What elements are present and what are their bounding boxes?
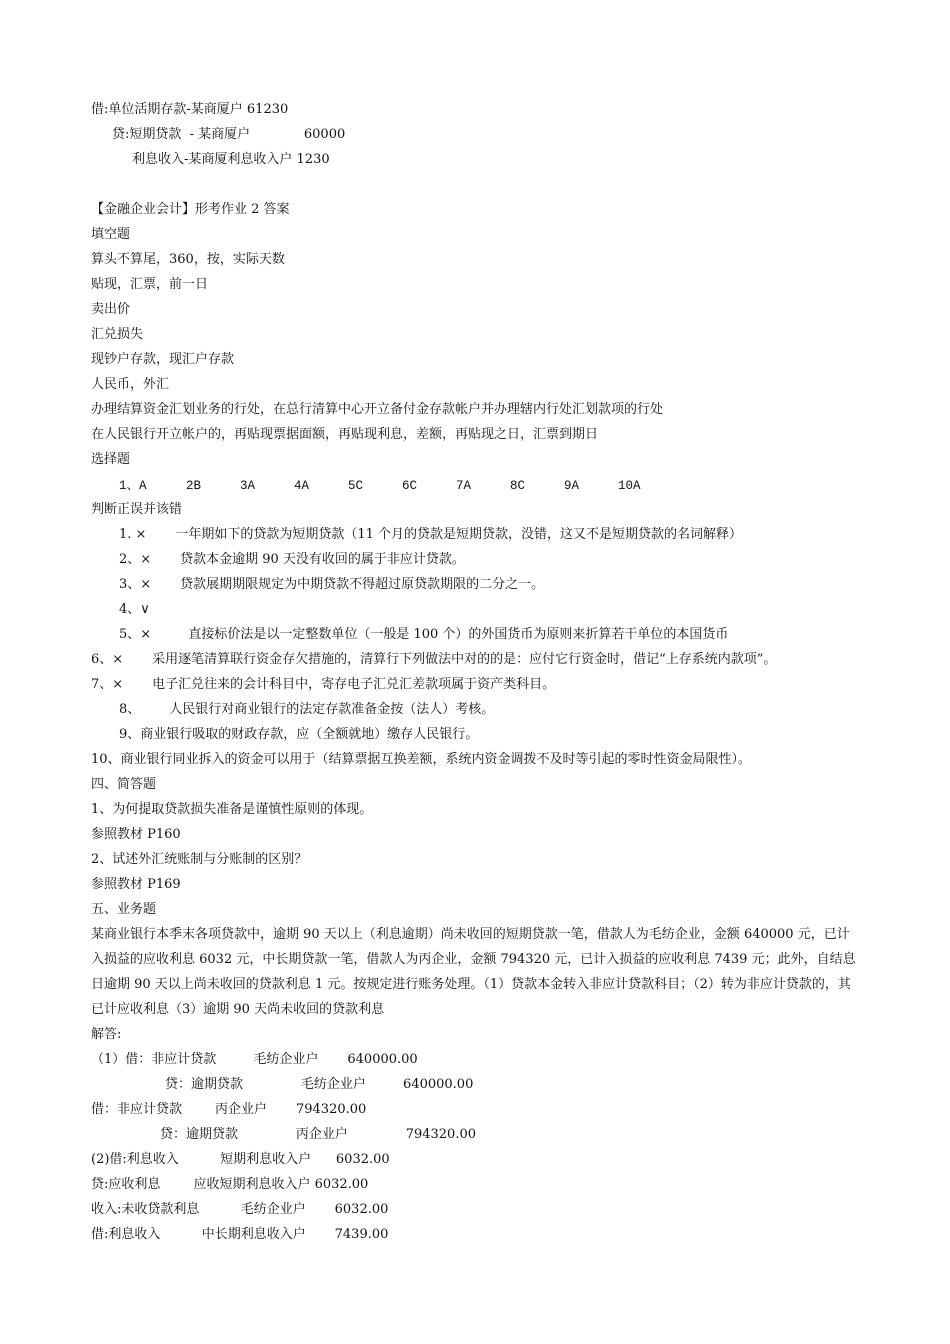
journal-line: 借:单位活期存款-某商厦户 61230 [91, 102, 289, 117]
choice-answer: 6C [402, 479, 418, 493]
answer-line: 参照教材 P169 [91, 877, 181, 892]
answer-line: 汇兑损失 [91, 327, 144, 342]
answer-line: 现钞户存款，现汇户存款 [91, 352, 235, 367]
solution-label: 解答: [91, 1027, 122, 1042]
journal-entry: 借：非应计贷款 丙企业户 794320.00 [91, 1102, 367, 1117]
heading-fill-in: 填空题 [91, 227, 131, 242]
heading-true-false: 判断正误并该错 [91, 502, 183, 517]
judgement-item: 5、× 直接标价法是以一定整数单位（一般是 100 个）的外国货币为原则来折算若干单位的本国货币 [119, 627, 729, 642]
answer-line: 卖出价 [91, 302, 131, 317]
choice-answer: 3A [240, 479, 256, 493]
answer-line: 算头不算尾，360，按，实际天数 [91, 252, 285, 267]
judgement-item: 6、× 采用逐笔清算联行资金存欠措施的，清算行下列做法中对的的是：应付它行资金时，借记“上存系统内款项”。 [91, 652, 777, 667]
choice-answer: 5C [348, 479, 364, 493]
judgement-item: 10、商业银行同业拆入的资金可以用于（结算票据互换差额，系统内资金调拨不及时等引起的零时性资金局限性）。 [91, 752, 752, 767]
journal-entry: （1）借：非应计贷款 毛纺企业户 640000.00 [91, 1052, 418, 1067]
judgement-item: 3、× 贷款展期期限规定为中期贷款不得超过原贷款期限的二分之一。 [119, 577, 545, 592]
journal-entry: 贷：逾期贷款 丙企业户 794320.00 [160, 1127, 477, 1142]
choice-answer: 7A [456, 479, 472, 493]
choice-answer: 8C [510, 479, 526, 493]
journal-entry: 贷:应收利息 应收短期利息收入户 6032.00 [91, 1177, 369, 1192]
journal-entry: 贷：逾期贷款 毛纺企业户 640000.00 [165, 1077, 474, 1092]
judgement-item: 7、× 电子汇兑往来的会计科目中，寄存电子汇兑汇差款项属于资产类科目。 [91, 677, 556, 692]
answer-line: 人民币，外汇 [91, 377, 170, 392]
question-line: 1、为何提取贷款损失准备是谨慎性原则的体现。 [91, 802, 373, 817]
answer-line: 办理结算资金汇划业务的行处，在总行清算中心开立备付金存款帐户并办理辖内行处汇划款项的行处 [91, 402, 664, 417]
answer-line: 参照教材 P160 [91, 827, 181, 842]
business-problem-text: 某商业银行本季末各项贷款中，逾期 90 天以上（利息逾期）尚未收回的短期贷款一笔，借款人为毛纺企业，金额 640000 元，已计入损益的应收利息 6032 元，中长期贷款一笔，借款人为丙企业，金额 794320 元，已计入损益的应收利息 7439 元；此外，自结息日逾期 90 天以上尚未收回的贷款利息 1 元。按规定进行账务处理。（1）贷款本金转入非应计贷款科目；（2）转为非应计贷款的，其已计应收利息（3）逾期 90 天尚未收回的贷款利息 [91, 927, 856, 1017]
answer-line: 在人民银行开立帐户的，再贴现票据面额，再贴现利息，差额，再贴现之日，汇票到期日 [91, 427, 599, 442]
choice-answer: 2B [186, 479, 202, 493]
journal-entry: 借:利息收入 中长期利息收入户 7439.00 [91, 1227, 389, 1242]
answer-line: 贴现，汇票，前一日 [91, 277, 209, 292]
judgement-item: 1. × 一年期如下的贷款为短期贷款（11 个月的贷款是短期贷款，没错，这又不是短期贷款的名词解释） [119, 527, 743, 542]
judgement-item: 4、∨ [119, 602, 150, 617]
heading-business: 五、业务题 [91, 902, 157, 917]
journal-line: 贷:短期贷款 - 某商厦户 60000 [112, 127, 346, 142]
journal-entry: 收入:未收贷款利息 毛纺企业户 6032.00 [91, 1202, 389, 1217]
choice-answer: 9A [564, 479, 580, 493]
journal-line: 利息收入-某商厦利息收入户 1230 [132, 152, 330, 167]
choice-answer: 4A [294, 479, 310, 493]
judgement-item: 8、 人民银行对商业银行的法定存款准备金按（法人）考核。 [119, 702, 495, 717]
heading-choice: 选择题 [91, 452, 131, 467]
question-line: 2、试述外汇统账制与分账制的区别？ [91, 852, 308, 867]
choice-answer: 10A [618, 479, 641, 493]
choice-answer: 1、A [119, 479, 147, 493]
journal-entry: (2)借:利息收入 短期利息收入户 6032.00 [91, 1152, 390, 1167]
section-title: 【金融企业会计】形考作业 2 答案 [91, 202, 290, 217]
judgement-item: 9、商业银行吸取的财政存款，应（全额就地）缴存人民银行。 [119, 727, 479, 742]
judgement-item: 2、× 贷款本金逾期 90 天没有收回的属于非应计贷款。 [119, 552, 465, 567]
heading-short-answer: 四、简答题 [91, 777, 157, 792]
